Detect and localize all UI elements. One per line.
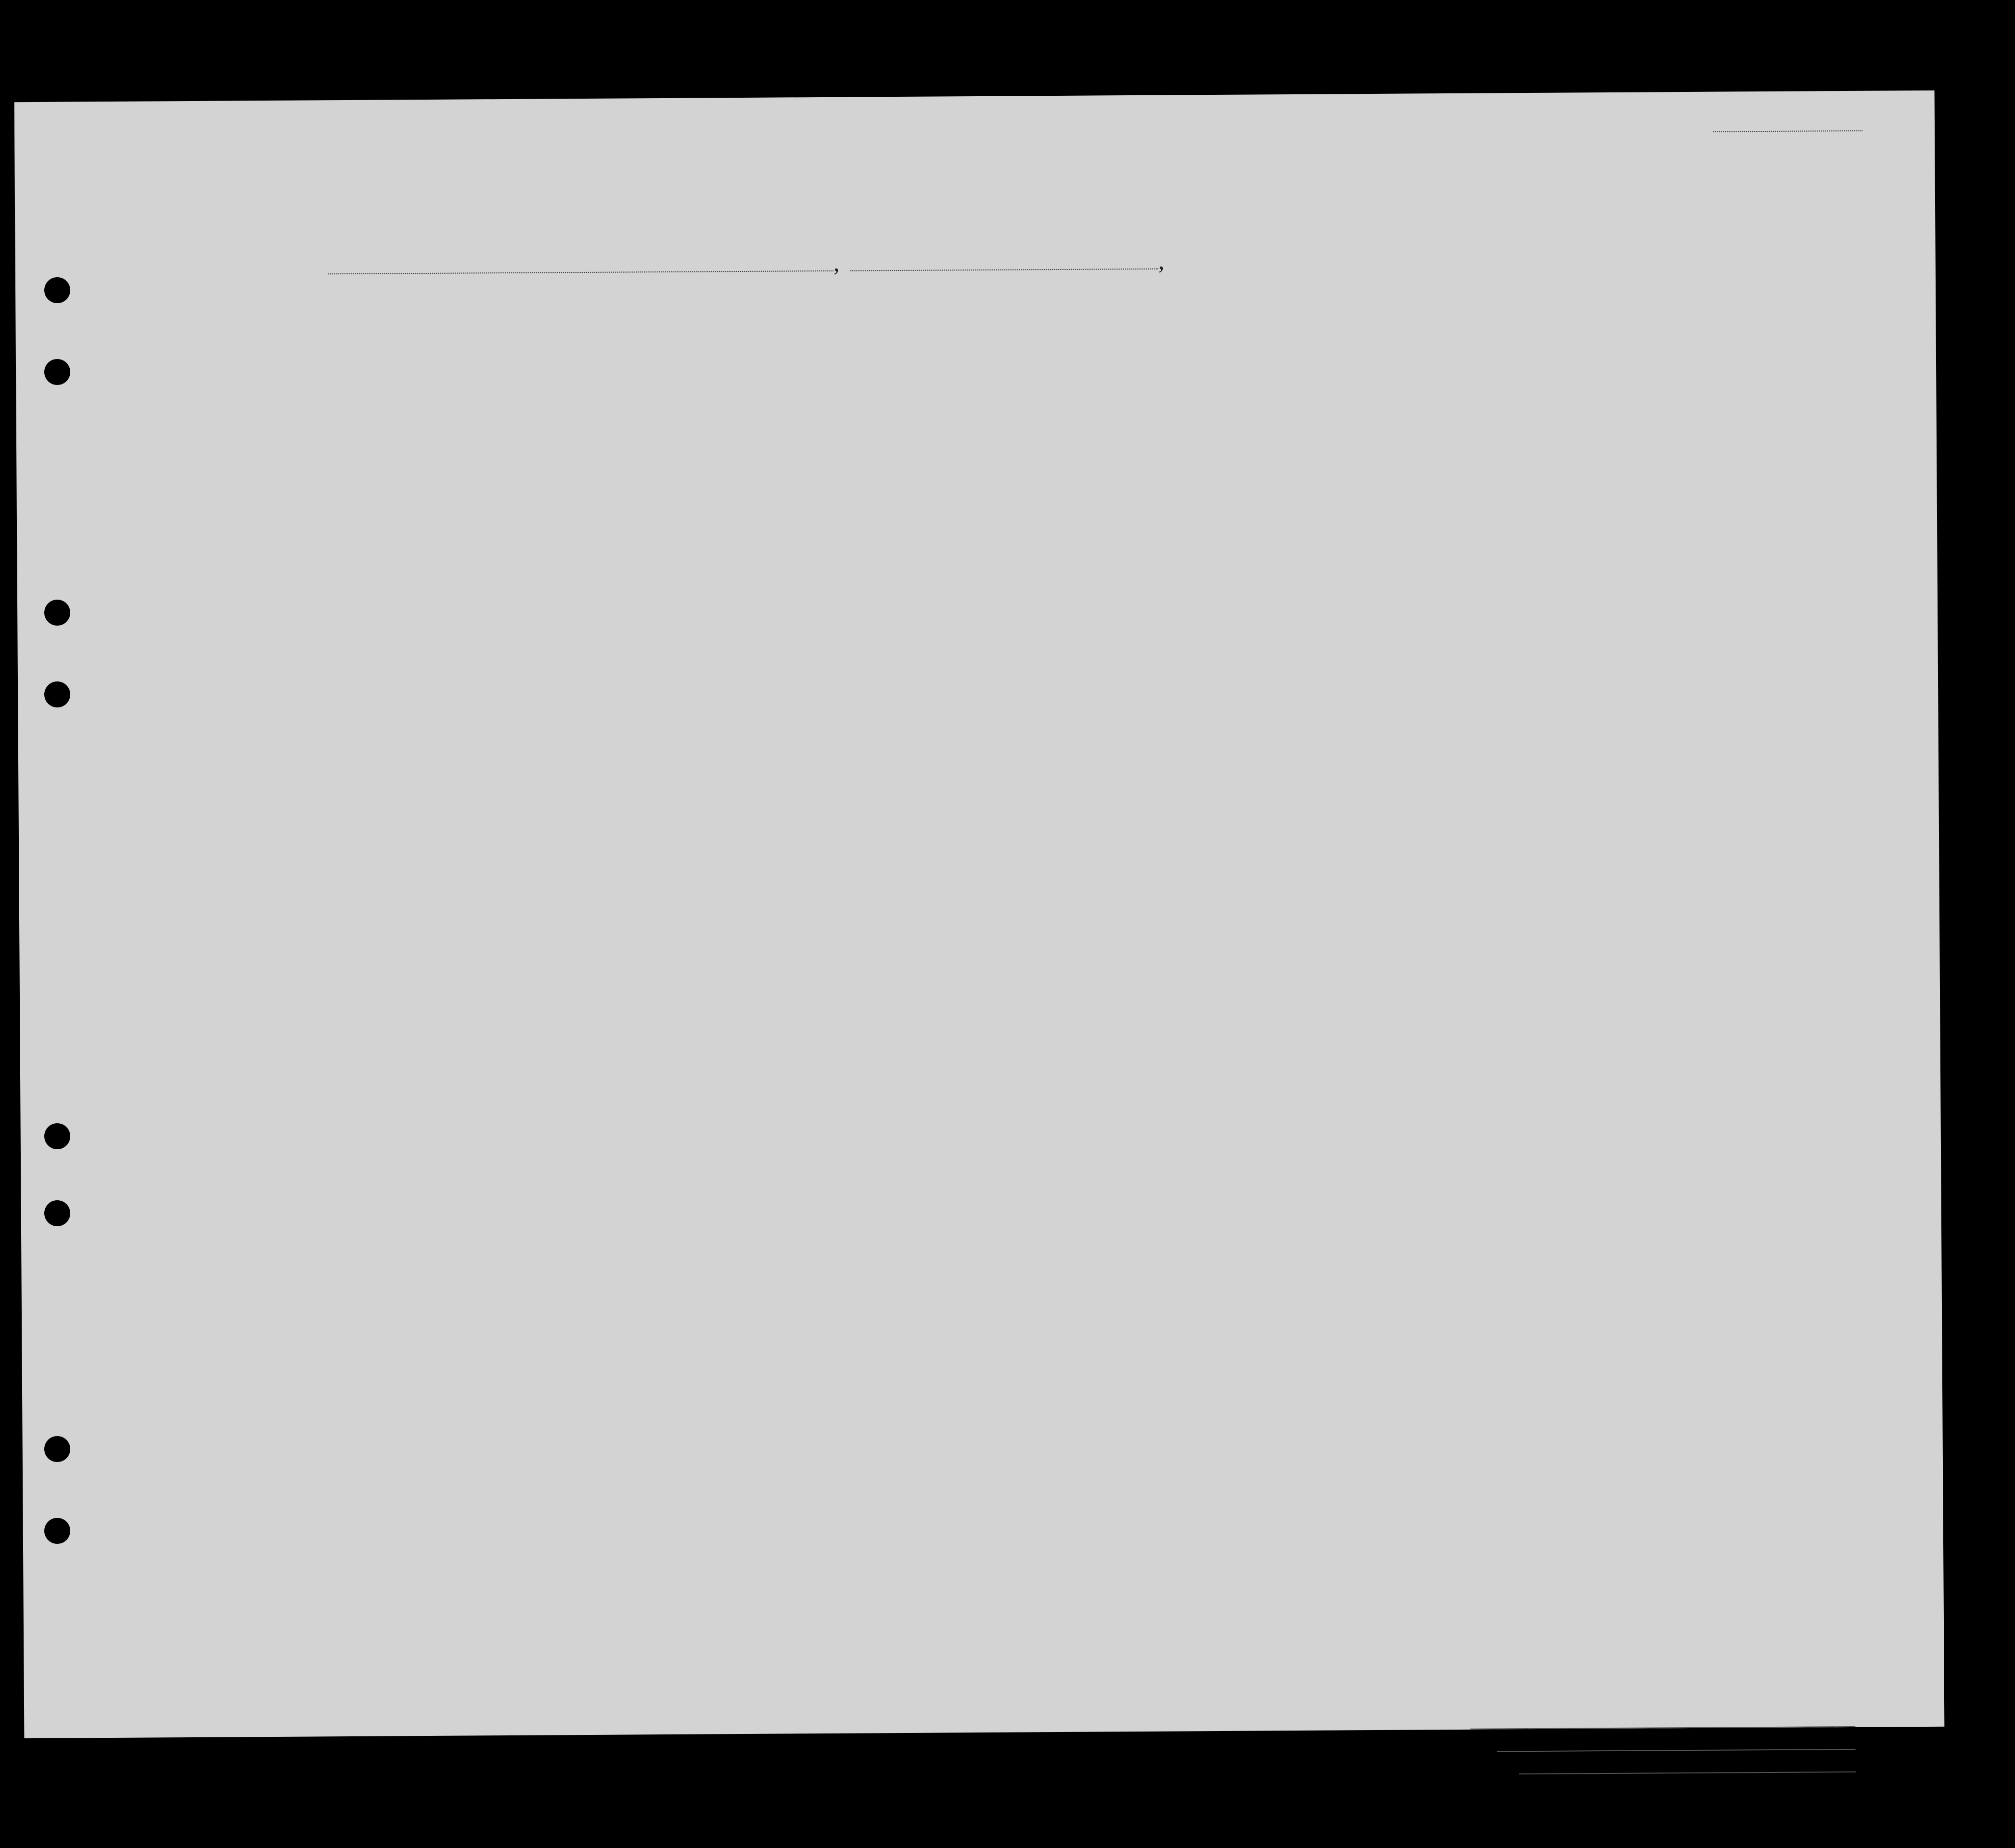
- owners-underline: [1497, 1749, 1856, 1752]
- binder-hole: [44, 359, 70, 385]
- binder-hole: [44, 1200, 70, 1226]
- manifest-sheet: [14, 90, 1945, 1738]
- comma-1: ,: [833, 249, 840, 276]
- binder-hole: [44, 1518, 70, 1544]
- binder-hole: [44, 1436, 70, 1462]
- binder-hole: [44, 600, 70, 626]
- binder-hole: [44, 277, 70, 303]
- comma-2: ,: [1158, 247, 1165, 274]
- table-grid: [14, 90, 1945, 1738]
- agents-underline: [1519, 1771, 1856, 1774]
- binder-hole: [44, 1123, 70, 1149]
- binder-hole: [44, 681, 70, 707]
